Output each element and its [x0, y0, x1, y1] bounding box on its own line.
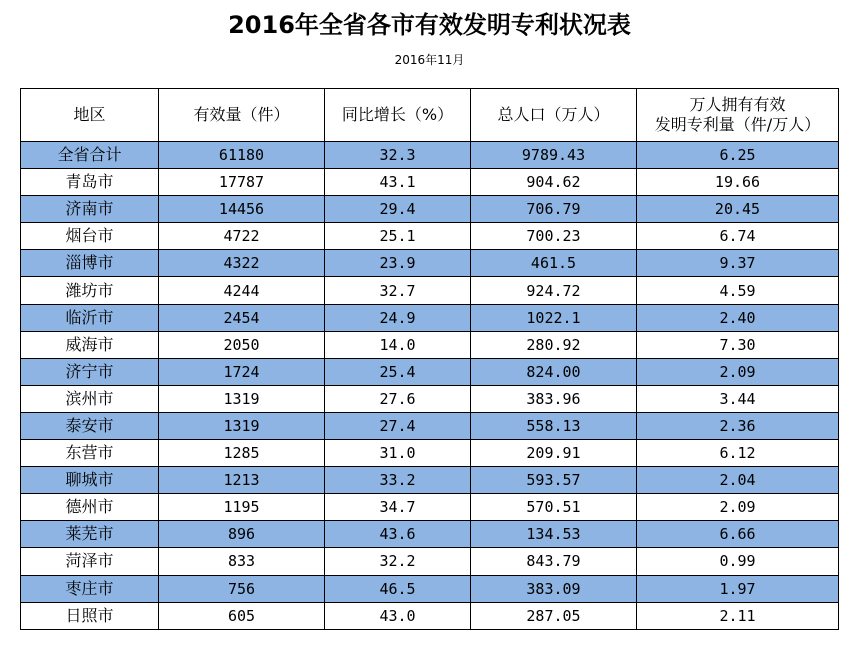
table-row [21, 277, 839, 304]
cell-growth: 24.9 [325, 304, 471, 331]
cell-per-10k: 2.40 [637, 304, 839, 331]
cell-per-10k: 2.04 [637, 467, 839, 494]
cell-per-10k: 6.74 [637, 223, 839, 250]
cell-growth: 14.0 [325, 331, 471, 358]
cell-growth: 34.7 [325, 494, 471, 521]
table-header-row [21, 89, 839, 142]
cell-region: 枣庄市 [21, 575, 159, 602]
table-row [21, 304, 839, 331]
cell-per-10k: 6.66 [637, 521, 839, 548]
table-row [21, 169, 839, 196]
cell-region: 泰安市 [21, 412, 159, 439]
table-row [21, 521, 839, 548]
cell-region: 滨州市 [21, 385, 159, 412]
cell-population: 383.96 [471, 385, 637, 412]
cell-count: 605 [159, 602, 325, 629]
table-row [21, 142, 839, 169]
header-per-10k [637, 89, 839, 142]
table-row [21, 494, 839, 521]
cell-region: 青岛市 [21, 169, 159, 196]
table-row [21, 223, 839, 250]
cell-growth: 31.0 [325, 440, 471, 467]
cell-region: 日照市 [21, 602, 159, 629]
cell-count: 756 [159, 575, 325, 602]
header-text-line: 同比增长（%） [341, 105, 454, 124]
table-row [21, 602, 839, 629]
cell-per-10k: 9.37 [637, 250, 839, 277]
header-text-line: 总人口（万人） [497, 105, 610, 124]
cell-count: 2454 [159, 304, 325, 331]
page-title: 2016年全省各市有效发明专利状况表 [228, 11, 631, 39]
cell-growth: 23.9 [325, 250, 471, 277]
cell-region: 威海市 [21, 331, 159, 358]
cell-count: 1285 [159, 440, 325, 467]
cell-region: 东营市 [21, 440, 159, 467]
cell-population: 700.23 [471, 223, 637, 250]
cell-per-10k: 6.25 [637, 142, 839, 169]
cell-population: 593.57 [471, 467, 637, 494]
cell-count: 1319 [159, 385, 325, 412]
cell-population: 134.53 [471, 521, 637, 548]
cell-population: 461.5 [471, 250, 637, 277]
cell-growth: 29.4 [325, 196, 471, 223]
cell-region: 全省合计 [21, 142, 159, 169]
table-row [21, 358, 839, 385]
cell-region: 聊城市 [21, 467, 159, 494]
header-text-line: 万人拥有有效 [689, 95, 786, 114]
cell-population: 383.09 [471, 575, 637, 602]
header-text-line: 有效量（件） [193, 105, 290, 124]
cell-population: 706.79 [471, 196, 637, 223]
header-growth [325, 89, 471, 142]
cell-count: 1213 [159, 467, 325, 494]
cell-per-10k: 2.09 [637, 494, 839, 521]
table-row [21, 196, 839, 223]
table-row [21, 575, 839, 602]
table-body [21, 142, 839, 630]
cell-per-10k: 7.30 [637, 331, 839, 358]
header-text-line: 地区 [73, 105, 106, 124]
cell-growth: 46.5 [325, 575, 471, 602]
cell-region: 德州市 [21, 494, 159, 521]
header-count [159, 89, 325, 142]
cell-population: 558.13 [471, 412, 637, 439]
cell-population: 904.62 [471, 169, 637, 196]
cell-population: 280.92 [471, 331, 637, 358]
cell-growth: 43.6 [325, 521, 471, 548]
cell-count: 1195 [159, 494, 325, 521]
header-text-line: 发明专利量（件/万人） [654, 115, 821, 134]
table-row [21, 548, 839, 575]
cell-count: 4322 [159, 250, 325, 277]
cell-growth: 43.0 [325, 602, 471, 629]
cell-region: 济南市 [21, 196, 159, 223]
table-row [21, 331, 839, 358]
table-row [21, 385, 839, 412]
cell-population: 570.51 [471, 494, 637, 521]
header-region [21, 89, 159, 142]
cell-count: 61180 [159, 142, 325, 169]
cell-growth: 32.7 [325, 277, 471, 304]
cell-region: 烟台市 [21, 223, 159, 250]
cell-count: 17787 [159, 169, 325, 196]
cell-growth: 43.1 [325, 169, 471, 196]
cell-per-10k: 19.66 [637, 169, 839, 196]
cell-region: 莱芜市 [21, 521, 159, 548]
cell-count: 833 [159, 548, 325, 575]
cell-region: 临沂市 [21, 304, 159, 331]
cell-count: 14456 [159, 196, 325, 223]
cell-count: 1724 [159, 358, 325, 385]
cell-per-10k: 2.36 [637, 412, 839, 439]
table-row [21, 250, 839, 277]
cell-count: 2050 [159, 331, 325, 358]
cell-per-10k: 2.09 [637, 358, 839, 385]
cell-growth: 33.2 [325, 467, 471, 494]
patent-status-table [20, 88, 839, 630]
cell-per-10k: 1.97 [637, 575, 839, 602]
cell-population: 843.79 [471, 548, 637, 575]
table-row [21, 412, 839, 439]
table-row [21, 467, 839, 494]
cell-growth: 32.2 [325, 548, 471, 575]
cell-count: 4722 [159, 223, 325, 250]
header-population [471, 89, 637, 142]
cell-growth: 25.4 [325, 358, 471, 385]
cell-population: 824.00 [471, 358, 637, 385]
cell-per-10k: 20.45 [637, 196, 839, 223]
cell-region: 潍坊市 [21, 277, 159, 304]
cell-per-10k: 4.59 [637, 277, 839, 304]
table-row [21, 440, 839, 467]
cell-population: 924.72 [471, 277, 637, 304]
cell-count: 4244 [159, 277, 325, 304]
cell-population: 1022.1 [471, 304, 637, 331]
cell-growth: 27.6 [325, 385, 471, 412]
cell-count: 1319 [159, 412, 325, 439]
page-subtitle-date: 2016年11月 [394, 53, 465, 67]
cell-per-10k: 6.12 [637, 440, 839, 467]
cell-growth: 25.1 [325, 223, 471, 250]
cell-population: 9789.43 [471, 142, 637, 169]
cell-region: 菏泽市 [21, 548, 159, 575]
cell-per-10k: 2.11 [637, 602, 839, 629]
cell-population: 287.05 [471, 602, 637, 629]
cell-count: 896 [159, 521, 325, 548]
cell-per-10k: 0.99 [637, 548, 839, 575]
cell-population: 209.91 [471, 440, 637, 467]
cell-per-10k: 3.44 [637, 385, 839, 412]
cell-growth: 27.4 [325, 412, 471, 439]
cell-region: 淄博市 [21, 250, 159, 277]
cell-growth: 32.3 [325, 142, 471, 169]
cell-region: 济宁市 [21, 358, 159, 385]
